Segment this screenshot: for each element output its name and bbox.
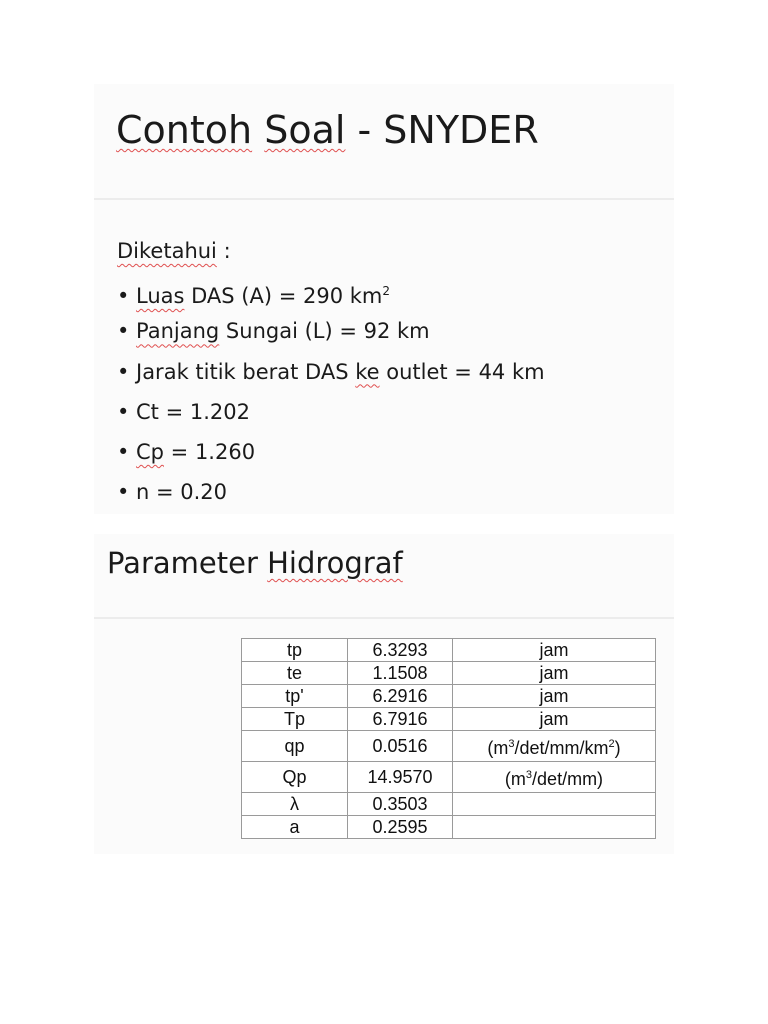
value-cell: 0.2595 bbox=[348, 816, 453, 839]
page-title bbox=[116, 104, 539, 156]
value-cell: 6.3293 bbox=[348, 639, 453, 662]
table-row bbox=[242, 639, 656, 662]
title-word-contoh: Contoh bbox=[116, 108, 253, 152]
superscript: 3 bbox=[508, 738, 515, 750]
given-item-river-length bbox=[117, 316, 545, 356]
given-item-centroid-distance bbox=[117, 357, 545, 397]
value-cell: 1.1508 bbox=[348, 662, 453, 685]
table-row bbox=[242, 816, 656, 839]
superscript: 2 bbox=[382, 284, 391, 298]
table-row bbox=[242, 793, 656, 816]
given-item-text: n = 0.20 bbox=[136, 480, 228, 505]
section-title bbox=[107, 541, 403, 585]
title-word-soal: Soal bbox=[264, 108, 346, 152]
bullet-icon: • bbox=[117, 480, 130, 505]
table-row bbox=[242, 762, 656, 793]
bullet-icon: • bbox=[117, 399, 130, 424]
unit-cell: jam bbox=[453, 685, 656, 708]
value-cell: 0.0516 bbox=[348, 731, 453, 762]
given-heading bbox=[117, 236, 231, 266]
given-item-word: Panjang bbox=[136, 319, 220, 344]
given-item-text: = 1.260 bbox=[164, 440, 256, 465]
value-cell: 6.7916 bbox=[348, 708, 453, 731]
param-cell: tp' bbox=[242, 685, 348, 708]
value-cell: 0.3503 bbox=[348, 793, 453, 816]
unit-text: /det/mm/km bbox=[514, 738, 609, 758]
superscript: 2 bbox=[608, 738, 615, 750]
given-list bbox=[117, 276, 545, 518]
superscript: 3 bbox=[525, 769, 533, 781]
given-heading-word: Diketahui bbox=[117, 239, 217, 263]
given-item-text: Ct = 1.202 bbox=[136, 399, 250, 424]
unit-text: (m bbox=[487, 738, 509, 758]
table-row bbox=[242, 662, 656, 685]
unit-cell: jam bbox=[453, 708, 656, 731]
given-item-cp bbox=[117, 437, 545, 477]
value-cell: 14.9570 bbox=[348, 762, 453, 793]
given-item-text: outlet = 44 km bbox=[379, 359, 545, 384]
given-item-text: Jarak titik berat DAS bbox=[136, 359, 356, 384]
unit-cell bbox=[453, 816, 656, 839]
unit-text: ) bbox=[614, 738, 621, 758]
param-cell: qp bbox=[242, 731, 348, 762]
given-item-area bbox=[117, 276, 545, 316]
section-divider bbox=[94, 617, 674, 619]
given-item-word: ke bbox=[355, 359, 380, 384]
given-item-text: DAS (A) = 290 km bbox=[184, 284, 383, 308]
table-row bbox=[242, 708, 656, 731]
given-item-word: Cp bbox=[136, 440, 164, 465]
unit-cell bbox=[453, 762, 656, 793]
param-cell: a bbox=[242, 816, 348, 839]
title-divider bbox=[94, 198, 674, 200]
section-title-word: Parameter bbox=[107, 546, 258, 580]
bullet-icon: • bbox=[117, 359, 130, 384]
title-rest: - SNYDER bbox=[345, 108, 539, 152]
value-cell: 6.2916 bbox=[348, 685, 453, 708]
bullet-icon: • bbox=[117, 440, 130, 465]
bullet-icon: • bbox=[117, 319, 130, 344]
param-cell: Tp bbox=[242, 708, 348, 731]
unit-cell: jam bbox=[453, 639, 656, 662]
table-row bbox=[242, 731, 656, 762]
bullet-icon: • bbox=[117, 284, 130, 308]
param-cell: Qp bbox=[242, 762, 348, 793]
given-item-n bbox=[117, 477, 545, 517]
given-item-text: Sungai (L) = 92 km bbox=[219, 319, 430, 344]
param-cell: te bbox=[242, 662, 348, 685]
unit-text: (m bbox=[504, 769, 526, 789]
unit-text: /det/mm) bbox=[532, 769, 604, 789]
unit-cell: jam bbox=[453, 662, 656, 685]
table-row bbox=[242, 685, 656, 708]
param-cell: λ bbox=[242, 793, 348, 816]
given-heading-colon: : bbox=[216, 239, 231, 263]
param-cell: tp bbox=[242, 639, 348, 662]
hydrograph-parameter-table bbox=[241, 638, 656, 839]
section-title-word-underlined: Hidrograf bbox=[267, 546, 403, 580]
given-item-word: Luas bbox=[136, 284, 185, 308]
unit-cell bbox=[453, 731, 656, 762]
unit-cell bbox=[453, 793, 656, 816]
given-item-ct bbox=[117, 397, 545, 437]
